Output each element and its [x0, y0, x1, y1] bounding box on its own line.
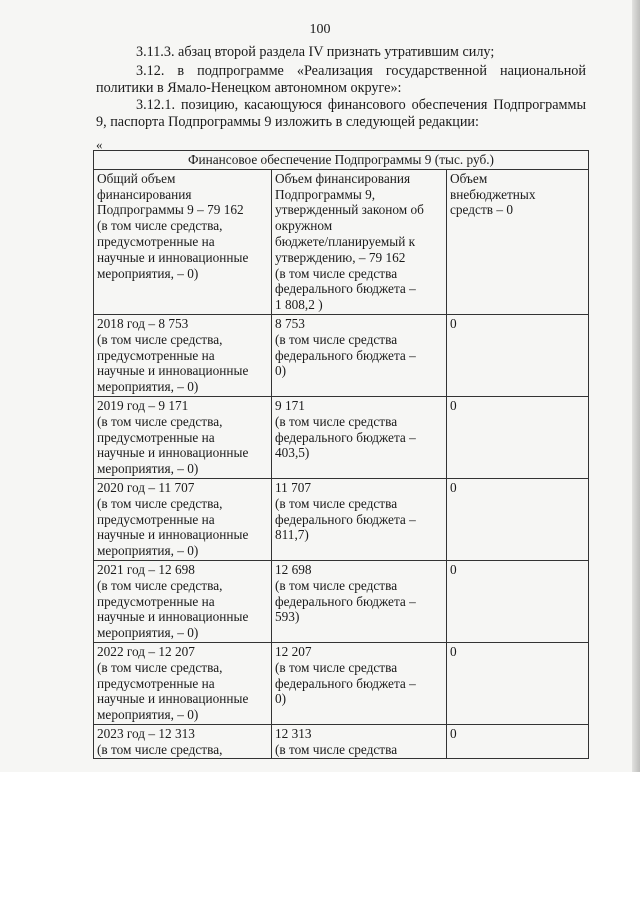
- cell-line: утвержденный законом об: [275, 202, 424, 218]
- table-header-row: [94, 169, 589, 314]
- page-number: 100: [309, 22, 331, 37]
- cell-line: Подпрограммы 9 – 79 162: [97, 202, 244, 218]
- cell-line: утверждению, – 79 162: [275, 249, 406, 265]
- total-financing-cell: [94, 169, 272, 314]
- cell-line: научные и инновационные: [97, 363, 249, 379]
- cell-line: бюджете/планируемый к: [275, 233, 416, 249]
- cell-line: (в том числе средства,: [97, 577, 223, 593]
- year-total-cell: [94, 560, 272, 642]
- cell-line: предусмотренные на: [97, 347, 215, 363]
- year-approved-cell: [272, 478, 447, 560]
- cell-line: мероприятия, – 0): [97, 625, 199, 641]
- extrabudgetary-cell: [447, 169, 589, 314]
- cell-line: (в том числе средства: [275, 577, 398, 593]
- cell-line: 0): [275, 691, 287, 707]
- cell-line: предусмотренные на: [97, 511, 215, 527]
- cell-line: мероприятия, – 0): [97, 379, 199, 395]
- cell-line: федерального бюджета –: [275, 429, 416, 445]
- year-approved-cell: [272, 560, 447, 642]
- cell-line: (в том числе средства: [275, 659, 398, 675]
- cell-line: 2018 год – 8 753: [97, 315, 189, 331]
- scan-shadow-edge: [632, 0, 640, 772]
- cell-line: Подпрограммы 9,: [275, 186, 376, 202]
- table-caption: Финансовое обеспечение Подпрограммы 9 (тыс. руб.): [94, 151, 589, 170]
- table-row: [94, 478, 589, 560]
- cell-line: (в том числе средства,: [97, 659, 223, 675]
- cell-line: федерального бюджета –: [275, 675, 416, 691]
- opening-quote-mark: «: [96, 137, 103, 152]
- cell-line: федерального бюджета –: [275, 281, 416, 297]
- cell-line: (в том числе средства: [275, 413, 398, 429]
- cell-line: федерального бюджета –: [275, 511, 416, 527]
- cell-line: 12 698: [275, 561, 312, 577]
- cell-line: предусмотренные на: [97, 429, 215, 445]
- year-total-cell: [94, 478, 272, 560]
- year-approved-cell: [272, 396, 447, 478]
- year-approved-cell: [272, 314, 447, 396]
- cell-line: 2023 год – 12 313: [97, 725, 195, 741]
- year-extrabudgetary-cell: 0: [447, 314, 589, 396]
- cell-line: средств – 0: [450, 202, 513, 218]
- cell-line: 0): [275, 363, 287, 379]
- table-row: [94, 396, 589, 478]
- year-extrabudgetary-cell: 0: [447, 642, 589, 724]
- year-extrabudgetary-cell: 0: [447, 396, 589, 478]
- cell-line: научные и инновационные: [97, 445, 249, 461]
- cell-line: (в том числе средства,: [97, 741, 223, 757]
- cell-line: 2021 год – 12 698: [97, 561, 195, 577]
- cell-line: научные и инновационные: [97, 691, 249, 707]
- year-total-cell: [94, 642, 272, 724]
- cell-line: мероприятия, – 0): [97, 265, 199, 281]
- cell-line: 2020 год – 11 707: [97, 479, 195, 495]
- cell-line: научные и инновационные: [97, 249, 249, 265]
- cell-line: 2022 год – 12 207: [97, 643, 195, 659]
- cell-line: 12 313: [275, 725, 312, 741]
- cell-line: 403,5): [275, 445, 310, 461]
- cell-line: внебюджетных: [450, 186, 536, 202]
- cell-line: предусмотренные на: [97, 593, 215, 609]
- table-row: [94, 314, 589, 396]
- cell-line: финансирования: [97, 186, 192, 202]
- cell-line: (в том числе средства: [275, 495, 398, 511]
- cell-line: 9 171: [275, 397, 305, 413]
- cell-line: Объем: [450, 170, 488, 186]
- cell-line: Объем финансирования: [275, 170, 411, 186]
- year-extrabudgetary-cell: 0: [447, 478, 589, 560]
- cell-line: (в том числе средства: [275, 265, 398, 281]
- cell-line: (в том числе средства,: [97, 495, 223, 511]
- cell-line: научные и инновационные: [97, 609, 249, 625]
- table-row: [94, 560, 589, 642]
- cell-line: федерального бюджета –: [275, 347, 416, 363]
- financing-table: [93, 150, 589, 759]
- paragraph-3-12: 3.12. в подпрограмме «Реализация государственной национальной политики в Ямало-Ненецком автономном округе»:: [96, 63, 586, 96]
- cell-line: (в том числе средства: [275, 331, 398, 347]
- cell-line: Общий объем: [97, 170, 176, 186]
- cell-line: 8 753: [275, 315, 305, 331]
- cell-line: (в том числе средства,: [97, 331, 223, 347]
- year-total-cell: [94, 396, 272, 478]
- cell-line: 811,7): [275, 527, 309, 543]
- cell-line: 593): [275, 609, 300, 625]
- paragraph-3-11-3: 3.11.3. абзац второй раздела IV признать утратившим силу;: [136, 44, 495, 60]
- year-approved-cell: [272, 724, 447, 759]
- cell-line: (в том числе средства,: [97, 413, 223, 429]
- cell-line: (в том числе средства,: [97, 218, 223, 234]
- cell-line: 1 808,2 ): [275, 297, 323, 313]
- approved-financing-cell: [272, 169, 447, 314]
- year-extrabudgetary-cell: 0: [447, 560, 589, 642]
- cell-line: 2019 год – 9 171: [97, 397, 189, 413]
- cell-line: федерального бюджета –: [275, 593, 416, 609]
- table-row: [94, 642, 589, 724]
- paragraph-3-12-1: 3.12.1. позицию, касающуюся финансового обеспечения Подпрограммы 9, паспорта Подпрограммы 9 изложить в следующей редакции:: [96, 97, 586, 130]
- cell-line: 11 707: [275, 479, 312, 495]
- cell-line: мероприятия, – 0): [97, 707, 199, 723]
- cell-line: 12 207: [275, 643, 312, 659]
- year-approved-cell: [272, 642, 447, 724]
- cell-line: мероприятия, – 0): [97, 461, 199, 477]
- cell-line: окружном: [275, 218, 333, 234]
- cell-line: мероприятия, – 0): [97, 543, 199, 559]
- year-total-cell: [94, 724, 272, 759]
- cell-line: предусмотренные на: [97, 675, 215, 691]
- cell-line: предусмотренные на: [97, 233, 215, 249]
- cell-line: (в том числе средства: [275, 741, 398, 757]
- year-total-cell: [94, 314, 272, 396]
- cell-line: научные и инновационные: [97, 527, 249, 543]
- year-extrabudgetary-cell: 0: [447, 724, 589, 759]
- table-row: [94, 724, 589, 759]
